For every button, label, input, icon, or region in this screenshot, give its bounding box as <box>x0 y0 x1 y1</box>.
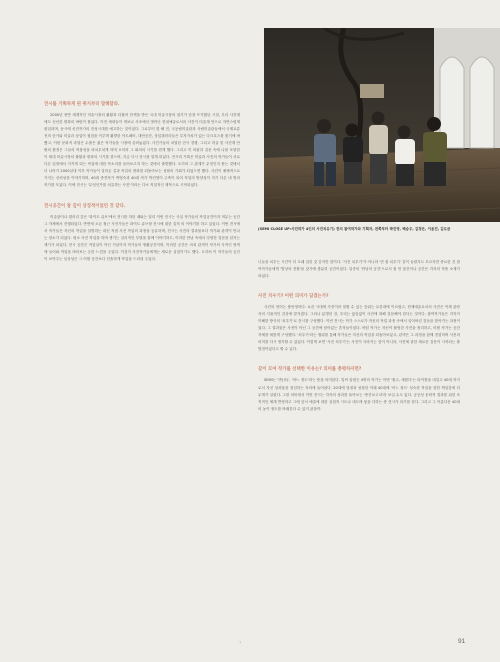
paragraph: 니들을 치우는 시간이 더 오래 걸린 것 같지만 말이다. '사진 치우기'가 아니라 '빈 집 치우기' 같이 들렸지도 모르지만 중요한 건 참여작가들에게 '발상의 전환'을 갖기에 충분한 공간이었다. 일종의 '만남의 공간'으로서 집 안 물건이나 공간은 각자의 작품 소재가 되었다. <box>258 260 460 279</box>
paragraph: SEMI는 '반(半)', '어느 정도'라는 뜻을 의미한다. 말씨 알렸듯 4명의 작가는 이번 '철고, 새롭다'는 타이틀을 내걸고 40대 작가로서 자신 성과물을 점검하는 자리에 들어섰다. 20대에 열정과 성장한 이래 40대에 '어느 정도' 성숙한 작업을 향한 책임감에 더 무게가 실렸다. 그런 의미에서 이번 전시는 각자의 성과를 돌아보는 '중간보고서'라 보일 수도 있다. 공공성 문화적 결과를 위한 조직적인 체계 반영하고 그에 앞서 예술에 대한 실험적 시도나 대도에 몫을 다하는 중 전시가 되기를 한다. 그리고 그 아름다운 40대의 높이 정도를 바래본다 수 있지 않을까. <box>258 378 460 411</box>
heading-photo-clearing: 사진 치우기? 어떤 의미가 담겼는가? <box>258 294 329 300</box>
page-number: 91 <box>458 638 466 645</box>
heading-gathering-reason: 같이 모여 작가를 선택한 이유는? 의미를 총평하자면? <box>258 367 362 373</box>
paragraph: 사진의 언어는 불안정하다. 요즘 시대에 사진이라 말할 수 있는 층위는 무한대에 이르렀고, 현재예술로서의 사진은 이제 관람자의 지율적인 감상에 맡겨졌다. 그러나 분명한 건, 우리는 끊임없이 사진에 대해 질문해야 한다는 것이다. 참여작가들은 각자가 이해한 방식의 '치우기'로 전시를 구성했다. 이번 전시는 작가 스스로가 자신의 작업 과정 속에서 잊어버린 것들을 찾아가는 과정이었다. 그 결과물은 사진이 아닌 그 공간에 남아있는 흔적들이었다. 어떤 작가는 자신이 촬영한 사진을 정리하고, 어떤 작가는 공간 자체를 새롭게 구성했다. '치우기'라는 행위를 통해 작가들은 자신의 작업을 되돌아보았고, 관객은 그 과정을 함께 경험하며 사진의 의미를 다시 생각할 수 있었다. 이렇게 보면 '사진 치우기'는 사진이 사라지는 것이 아니라, 사진에 관한 새로운 질문이 시작되는 출발점이었다고 할 수 있다. <box>258 305 460 352</box>
paragraph: 2000년 중반 세계적인 미술시장의 활황과 더불어 단색을 받은 국내 미술시장의 열기가 한창 뜨거웠던 시절, 우리 사진계에도 신선한 변화의 바람이 불었다. 이전 세대들이 개보나 사조에서 벗어난 현대예술로서의 사진이 미술계 안으로 자연스럽게 편입되며, 동시에 신진작가의 전성시대를 예고하는 것이었다. 그로부터 몇 해 전, 국공립미술관과 사립미술관들에서 국제교류전의 증가와 미술과 상업이 접점을 이루며 활발한 아트페어, 대안공간, 상업갤러리들은 투자가치가 있는 다크호스를 찾기에 바빴고, 이런 문화적 과열은 수많은 젊은 작가들을 시장에 올려놓았다. 사진가들의 치열한 전시 경쟁, 그리고 미술 및 사진계 안팎의 환경은 그들의 작품성을 외치우치게 하며 오히려 그 회의의 시기를 겪게 했다. 그리고 이 비판과 질문 속에 나를 포함한 이 세대 미술시장의 불황과 변화의 시기를 겪으며, 지금 다시 전시를 열게 되었다. 전시의 기획은 미술과 사진의 작가들이 서로 다른 입장에서 가지게 되는 작업에 대한 목소리를 들어보고자 하는 것에서 출발했다. 오히려 그 관계가 무엇인지 묻는 것에서 더 나아가 2000년대 이후 작가들이 걸어온 길과 작업의 변화를 되돌아보는 성찰의 기회가 되었으면 했다. 사진이 매체적으로 가지는 신뢰성을 이야기하며, 40대 중견작가 박영숙과 40대 작가 박진영이 주축이 되어 작업의 방향성이 각기 다른 네 명의 작가를 모았다. 이에 전시는 '무엇인가를 치유하는 사진'이라는 다소 직설적인 제목으로 시작되었다. <box>44 113 240 188</box>
heading-planning-intent: 전시를 기획하게 된 취지부터 말해달라. <box>44 102 120 107</box>
paragraph: 미술관이나 갤러리 같은 '화이트 큐브'에서 전시를 하던 때와는 달리 이번 전시는 사실 작가들의 작업공간이자 머무는 공간 그 자체에서 진행되었다. 반면에 오픈 철근 사진가들은 화이트 큐브형 전시에 대한 질적 의 이야기를 하고 있었다. 이번 전시에서 작가들은 자신의 작업을 설명하는 대신 직접 사진 작업의 과정을 공유하며, 전시는 사진의 결과물보다 작가와 관객이 만나는 장소가 되었다. 평소 사진 작업을 하며 생기는 심리적인 부담을 함께 이야기하고, 이러한 만남 속에서 다양한 질문을 던지는 계기가 되었다. 전시 공간은 작업실이 아닌 거실이자 작가들의 생활공간이며, 이러한 공간은 마치 관객이 작가의 사적인 영역에 들어와 작업을 바라보는 듯한 느낌을 주었다. 이것이 사진작가들에게는 새로운 실험이기도 했다. 오히려 이 작가들의 공간이 보여주는 일상성은 그 어떤 공간보다 진솔하게 작업을 드러내 주었다. <box>44 214 240 261</box>
right-column <box>258 259 460 413</box>
footer-mark: ㄱ <box>238 640 242 645</box>
photo-caption: (SEMI CLOSE UP:사진작가 4인의 사진치유기) 전의 참여작가와 기획자, 왼쪽부터 박진영, 백승우, 김정은, 이윤진, 김도균 <box>258 227 451 231</box>
heading-exhibition-space: 전시공간이 참 깊이 상징적이었던 것 같다. <box>44 203 126 209</box>
group-photo <box>264 28 500 222</box>
left-column <box>44 98 240 263</box>
